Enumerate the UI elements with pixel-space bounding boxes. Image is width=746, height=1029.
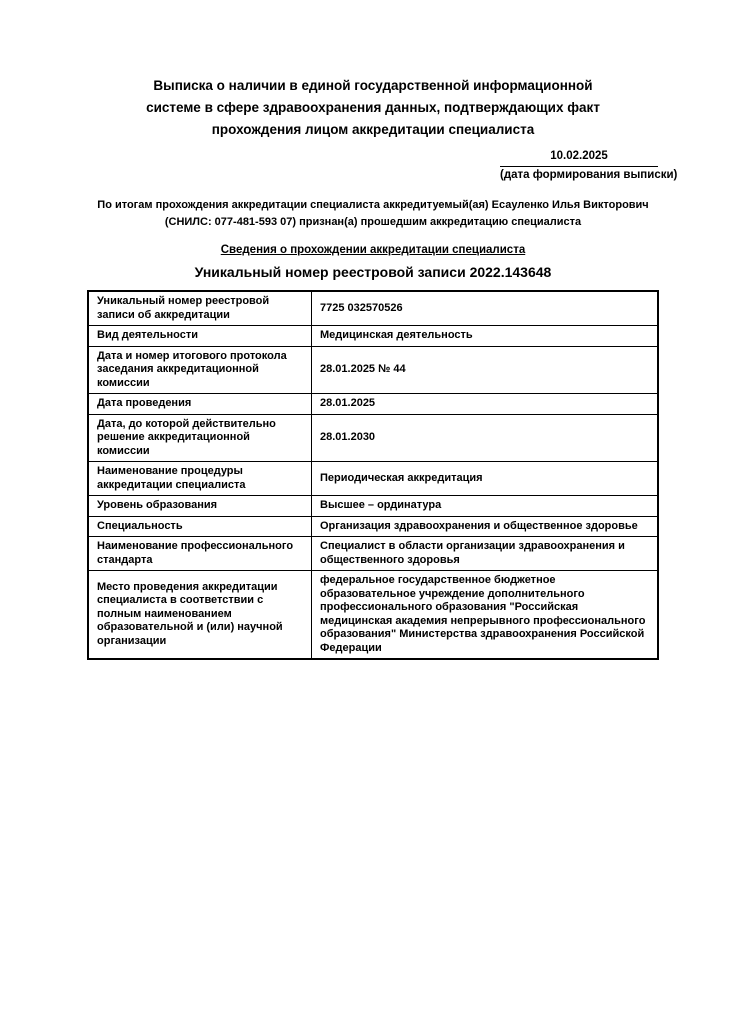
row-value: Периодическая аккредитация [312, 462, 659, 496]
row-label: Специальность [88, 516, 312, 537]
table-row [88, 394, 658, 415]
document-title [0, 75, 746, 141]
extract-date-block [500, 150, 678, 182]
table-row [88, 291, 658, 326]
document-title-line: системе в сфере здравоохранения данных, подтверждающих факт [146, 100, 600, 115]
table-row [88, 414, 658, 462]
table-row [88, 462, 658, 496]
row-label: Место проведения аккредитации специалиста в соответствии с полным наименованием образовательной и (или) научной организации [88, 571, 312, 660]
table-row [88, 326, 658, 347]
table-row [88, 516, 658, 537]
extract-date-caption: (дата формирования выписки) [500, 169, 678, 181]
row-value: 28.01.2025 [312, 394, 659, 415]
table-row [88, 346, 658, 394]
row-label: Дата проведения [88, 394, 312, 415]
row-label: Наименование профессионального стандарта [88, 537, 312, 571]
row-label: Вид деятельности [88, 326, 312, 347]
row-label: Дата и номер итогового протокола заседания аккредитационной комиссии [88, 346, 312, 394]
row-value: 28.01.2025 № 44 [312, 346, 659, 394]
row-value: Высшее – ординатура [312, 496, 659, 517]
row-label: Уровень образования [88, 496, 312, 517]
section-subtitle: Сведения о прохождении аккредитации специалиста [220, 244, 526, 256]
row-value: Медицинская деятельность [312, 326, 659, 347]
accreditation-table [87, 290, 659, 660]
row-label: Дата, до которой действительно решение аккредитационной комиссии [88, 414, 312, 462]
row-value: федеральное государственное бюджетное образовательное учреждение дополнительного профессионального образования "Российская медицинская академия непрерывного профессионального образования" Министерства здравоохранения Российской Федерации [312, 571, 659, 660]
row-label: Наименование процедуры аккредитации специалиста [88, 462, 312, 496]
document-title-line: Выписка о наличии в единой государственной информационной [153, 78, 593, 93]
row-value: Организация здравоохранения и общественное здоровье [312, 516, 659, 537]
record-title: Уникальный номер реестровой записи 2022.143648 [194, 264, 552, 280]
document-title-line: прохождения лицом аккредитации специалиста [211, 122, 535, 137]
row-value: 28.01.2030 [312, 414, 659, 462]
table-row [88, 571, 658, 660]
row-value: 7725 032570526 [312, 291, 659, 326]
intro-paragraph: По итогам прохождения аккредитации специалиста аккредитуемый(ая) Есауленко Илья Викторович (СНИЛС: 077-481-593 07) признан(а) прошедшим аккредитацию специалиста [97, 199, 649, 228]
table-row [88, 496, 658, 517]
row-label: Уникальный номер реестровой записи об аккредитации [88, 291, 312, 326]
extract-date: 10.02.2025 [500, 150, 658, 167]
row-value: Специалист в области организации здравоохранения и общественного здоровья [312, 537, 659, 571]
table-row [88, 537, 658, 571]
